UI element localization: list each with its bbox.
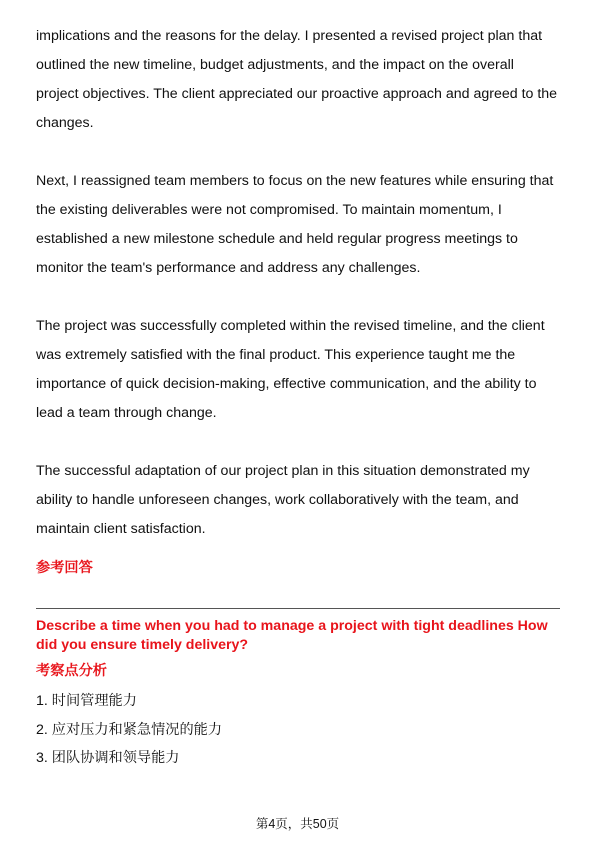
page-number-footer: 第4页，共50页 [255, 817, 340, 831]
analysis-item: 2. 应对压力和紧急情况的能力 [36, 721, 223, 738]
analysis-list [36, 687, 560, 773]
body-paragraph-1: implications and the reasons for the delay. I presented a revised project plan that outlined the new timeline, budget adjustments, and the impact on the overall project objectives. The client appreciated our proactive approach and agreed to the changes. [36, 28, 558, 131]
analysis-item: 3. 团队协调和领导能力 [36, 750, 180, 766]
analysis-heading: 考察点分析 [36, 663, 107, 679]
body-paragraph-3: The project was successfully completed within the revised timeline, and the client was extremely satisfied with the final product. This experience taught me the importance of quick decision-making, effective communication, and the ability to lead a team through change. [36, 318, 545, 421]
section-divider [36, 608, 560, 609]
body-paragraph-4: The successful adaptation of our project plan in this situation demonstrated my ability to handle unforeseen changes, work collaboratively with the team, and maintain client satisfaction. [36, 463, 530, 537]
analysis-item: 1. 时间管理能力 [36, 693, 137, 709]
body-paragraph-2: Next, I reassigned team members to focus on the new features while ensuring that the existing deliverables were not compromised. To maintain momentum, I established a new milestone schedule and held regular progress meetings to monitor the team's performance and address any challenges. [36, 173, 554, 276]
reference-answer-heading: 参考回答 [36, 560, 93, 576]
page-content [36, 22, 560, 773]
question-heading: Describe a time when you had to manage a project with tight deadlines How did you ensure timely delivery? [36, 618, 548, 653]
